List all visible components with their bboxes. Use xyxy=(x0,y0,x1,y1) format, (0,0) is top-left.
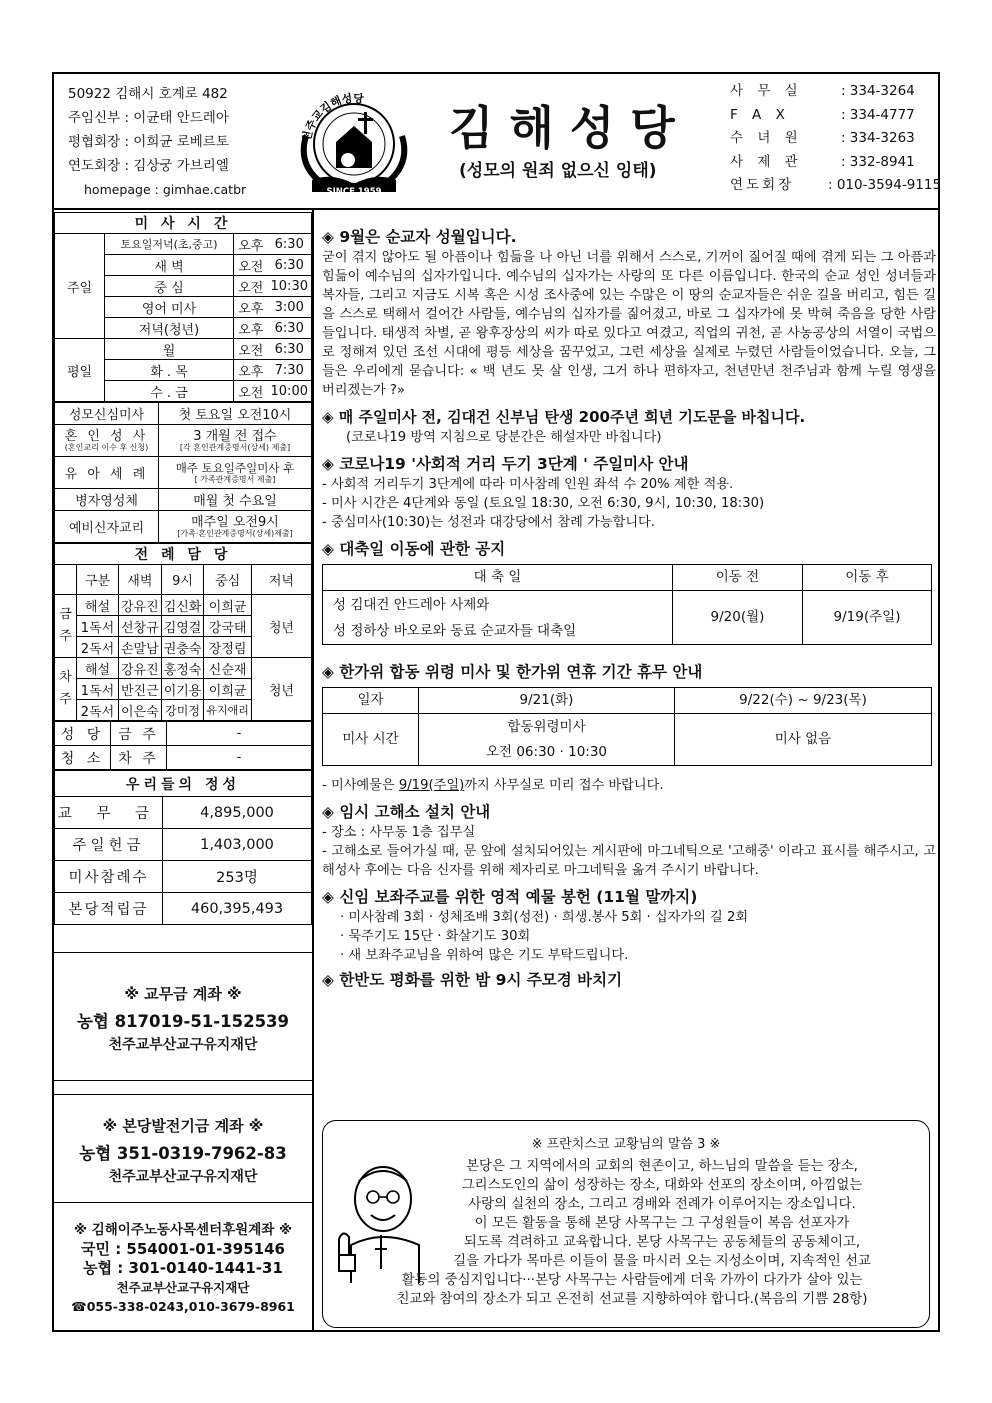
table-row: 예비신자교리 매주일 오전9시 [가족·혼인관계증명서(상세)제출] xyxy=(55,511,312,543)
liturgy-table xyxy=(54,543,312,721)
table-row: 금주 해설 강유진 김신화 이희균 청년 xyxy=(55,595,312,616)
seal-since: SINCE 1959 xyxy=(326,187,382,197)
table-row: 주일 토요일저녁(초,중고) 오후 6:30 xyxy=(55,234,312,255)
notice-confession-title: ◈ 임시 고해소 설치 안내 xyxy=(322,803,491,821)
notice-prayer-title: ◈ 매 주일미사 전, 김대건 신부님 탄생 200주년 희년 기도문을 바칩니다. xyxy=(322,408,806,426)
table-row: 미사 시간 합동위령미사 오전 06:30 · 10:30 미사 없음 xyxy=(323,714,932,766)
table-row: 평일 월 오전 6:30 xyxy=(55,339,312,360)
notice-martyrs-title: ◈ 9월은 순교자 성월입니다. xyxy=(322,228,517,246)
cleaning-table xyxy=(54,721,312,770)
pope-quote-text: 본당은 그 지역에서의 교회의 현존이고, 하느님의 말씀을 듣는 장소, 그리스도인의 삶이 성장하는 장소, 대화와 선포의 장소이며, 아낌없는 사랑의 실천의 장소, 그리고 경배와 전례가 이루어지는 장소입니다. 이 모든 활동을 통해 본당 사목구는 그 구성원들이 복음 선포자가 되도록 격려하고 교육합니다. 본당 사목구는 공동체들의 공동체이고, 길을 가다가 목마른 이들이 물을 마시러 오는 지성소이며, 지속적인 선교 활동의 중심지입니다···본당 사목구는 사람들에게 더욱 가까이 다가가 살아 있는 친교와 참여의 장소가 되고 온전히 선교를 지향하여야 합니다.(복음의 기쁨 28항) xyxy=(396,1159,871,1307)
migrant-center-account: ※ 김해이주노동사목센터후원계좌 ※ 국민 : 554001-01-395146 농협 : 301-0140-1441-31 천주교부산교구유지재단 ☎055-338-0243,010-3679-8961 xyxy=(71,1222,295,1314)
notice-chuseok-title: ◈ 한가위 합동 위령 미사 및 한가위 연휴 기간 휴무 안내 xyxy=(322,663,703,681)
notice-martyrs-body: 굳이 겪지 않아도 될 아픔이나 힘듦을 나 아닌 너를 위해서 스스로, 기꺼이 짊어질 때에 겪게 되는 그 아픔과 힘듦이 예수님의 십자가입니다. 예수님의 십자가는 사랑의 또 다른 이름입니다. 한국의 순교 성인 성녀들과 복자들, 그리고 지금도 시복 혹은 시성 조사중에 있는 수많은 이 땅의 순교자들은 쉬운 길을 버리고, 힘든 길을 스스로 택해서 걸어간 사람들, 예수님의 십자가를 짊어졌고, 바로 그 십자가에 못 박혀 죽음을 당한 사람들입니다. 태생적 차별, 곧 왕후장상의 씨가 따로 있다고 여겼고, 직업의 귀천, 곧 사농공상의 서열이 국법으로 정해져 있던 조선 시대에 평등 세상을 꿈꾸었고, 그런 세상을 실제로 누렸던 사람들이었습니다. 오늘, 그들은 우리에게 묻습니다: « 백 년도 못 살 인생, 그거 하나 편하자고, 천년만년 천주님과 함께 누릴 영생을 버리겠는가 ?» xyxy=(322,250,936,398)
pope-quote-box xyxy=(322,1120,930,1328)
table-row: 주일헌금 1,403,000 xyxy=(55,829,312,861)
table-row: 혼 인 성 사 (혼인교리 이수 후 신청) 3 개월 전 접수 [각 혼인관계증명서(상세) 제출] xyxy=(55,425,312,457)
offering-table xyxy=(54,770,312,925)
table-row: 성 김대건 안드레아 사제와 성 정하상 바오로와 동료 순교자들 대축일 9/20(월) 9/19(주일) xyxy=(323,591,932,645)
parish-info xyxy=(68,82,298,202)
offering-title: 우리들의 정성 xyxy=(55,771,312,797)
table-row: 1독서 선창규 김영걸 강국태 xyxy=(55,616,312,637)
address: 50922 김해시 호계로 482 xyxy=(68,86,228,102)
notice-peace-title: ◈ 한반도 평화를 위한 밤 9시 주모경 바치기 xyxy=(322,971,623,989)
table-row: 새 벽 오전 6:30 xyxy=(55,255,312,276)
table-row: 대 축 일 이동 전 이동 후 xyxy=(323,565,932,591)
homepage: homepage : gimhae.catbr xyxy=(84,182,247,197)
notice-feast-title: ◈ 대축일 이동에 관한 공지 xyxy=(322,540,506,558)
parish-seal-logo xyxy=(292,84,416,202)
contact-list xyxy=(730,80,940,198)
parish-title: 김해성당 xyxy=(449,101,691,155)
chuseok-table xyxy=(322,687,932,766)
table-row: 청 소 차 주 - xyxy=(55,746,312,770)
table-row: 차주 해설 강유진 홍정숙 신순재 청년 xyxy=(55,658,312,679)
sunday-label: 주일 xyxy=(55,234,105,339)
liturgy-title: 전 례 담 당 xyxy=(55,544,312,565)
contact-row: 수 녀 원 : 334-3263 xyxy=(730,130,915,146)
table-row: 수 . 금 오전 10:00 xyxy=(55,381,312,402)
svg-text:천주교김해성당: 천주교김해성당 xyxy=(300,91,365,143)
table-row: 구분 새벽 9시 중심 저녁 xyxy=(55,565,312,595)
bulletin-page xyxy=(52,72,940,1332)
table-row: 영어 미사 오후 3:00 xyxy=(55,297,312,318)
notice-bishop-title: ◈ 신임 보좌주교를 위한 영적 예물 봉헌 (11월 말까지) xyxy=(322,888,698,906)
notices-column: ◈ 9월은 순교자 성월입니다. 굳이 겪지 않아도 될 아픔이나 힘듦을 나 아닌 너를 위해서 스스로, 기꺼이 짊어질 때에 겪게 되는 그 아픔과 힘듦이 예수님의 십자가입니다. 예수님의 십자가는 사랑의 또 다른 이름입니다. 한국의 순교 성인 성녀들과 복자들, 그리고 지금도 시복 혹은 시성 조사중에 있는 수많은 이 땅의 순교자들은 쉬운 길을 버리고, 힘든 길을 스스로 택해서 걸어간 사람들, 예수님의 십자가를 짊어졌고, 바로 그 십자가에 못 박혀 죽음을 당한 사람들입니다. 태생적 차별, 곧 왕후장상의 씨가 따로 있다고 여겼고, 직업의 귀천, 곧 사농공상의 서열이 국법으로 정해져 있던 조선 시대에 평등 세상을 꿈꾸었고, 그런 세상을 실제로 누렸던 사람들이었습니다. 오늘, 그들은 우리에게 묻습니다: « 백 년도 못 살 인생, 그거 하나 편하자고, 천년만년 천주님과 함께 누릴 영생을 버리겠는가 ?» ◈ 매 주일미사 전, 김대건 신부님 탄생 200주년 희년 기도문을 바칩니다. (코로나19 방역 지침으로 당분간은 해설자만 바칩니다) ◈ 코로나19 '사회적 거리 두기 3단계 ' 주일미사 안내 - 사회적 거리두기 3단계에 따라 미사참례 인원 좌석 수 20% 제한 적용. - 미사 시간은 4단계와 동일 (토요일 18:30, 오전 6:30, 9시, 10:30, 18:30) - 중심미사(10:30)는 성전과 대강당에서 참례 가능합니다. ◈ 대축일 이동에 관한 공지 대 축 일 이동 전 이동 후 성 김대건 안드레아 사제와 성 정하상 바오로와 동료 순교자들 대축일 9/20(월) 9/19(주일) ◈ 한가위 합동 위령 미사 및 한가위 연휴 기간 휴무 안내 일자 9/21(화) 9/22(수) ~ 9/23(목) 미사 시간 합동위령미사 오전 06:30 · 10:30 미사 없음 - 미사예물은 9/19(주일)까지 사무실로 미리 접수 바랍니다. ◈ 임시 고해소 설치 안내 - 장소 : 사무동 1층 집무실 - 고해소로 들어가실 때, 문 앞에 설치되어있는 게시판에 마그네틱으로 '고해중' 이라고 표시를 해주시고, 고해성사 후에는 다음 신자를 위해 제자리로 마그네틱을 옮겨 주시기 바랍니다. ◈ 신임 보좌주교를 위한 영적 예물 봉헌 (11월 말까지) · 미사참례 3회 · 성체조배 3회(성전) · 희생.봉사 5회 · 십자가의 길 2회 · 묵주기도 15단 · 화살기도 30회 · 새 보좌주교님을 위하여 많은 기도 부탁드립니다. ◈ 한반도 평화를 위한 밤 9시 주모경 바치기 xyxy=(322,228,936,989)
contact-row: 연도회장 : 010-3594-9115 xyxy=(730,177,942,193)
table-row: 성 당 금 주 - xyxy=(55,722,312,746)
table-row: 2독서 손말남 권충숙 장정림 xyxy=(55,637,312,658)
notice-prayer-body: (코로나19 방역 지침으로 당분간은 해설자만 바칩니다) xyxy=(346,430,662,445)
table-row: 병자영성체 매월 첫 수요일 xyxy=(55,489,312,511)
offering-note: - 미사예물은 9/19(주일)까지 사무실로 미리 접수 바랍니다. xyxy=(322,778,664,793)
table-row: 미사참례수 253명 xyxy=(55,861,312,893)
pastor: 주임신부 : 이균태 안드레아 xyxy=(68,110,229,126)
parish-subtitle: (성모의 원죄 없으신 잉태) xyxy=(459,161,657,181)
table-row: 일자 9/21(화) 9/22(수) ~ 9/23(목) xyxy=(323,688,932,714)
pope-quote-title: ※ 프란치스코 교황님의 말씀 3 ※ xyxy=(531,1137,721,1152)
weekday-label: 평일 xyxy=(55,339,105,402)
notice-covid-title: ◈ 코로나19 '사회적 거리 두기 3단계 ' 주일미사 안내 xyxy=(322,455,689,473)
left-column xyxy=(54,212,312,1316)
tithe-account: ※ 교무금 계좌 ※ 농협 817019-51-152539 천주교부산교구유지재단 xyxy=(54,953,312,1081)
development-fund-account: ※ 본당발전기금 계좌 ※ 농협 351-0319-7962-83 천주교부산교구유지재단 xyxy=(54,1095,312,1203)
table-row: 성모신심미사 첫 토요일 오전10시 xyxy=(55,403,312,425)
column-divider xyxy=(312,210,314,1332)
table-row: 중 심 오전 10:30 xyxy=(55,276,312,297)
table-row: 본당적립금 460,395,493 xyxy=(55,893,312,925)
table-row: 교 무 금 4,895,000 xyxy=(55,797,312,829)
bulletin-header xyxy=(54,74,942,210)
table-row: 유 아 세 례 매주 토요일주일미사 후 [ 가족관계증명서 제출] xyxy=(55,457,312,489)
table-row: 1독서 반진근 이기용 이희균 xyxy=(55,679,312,700)
council-president: 평협회장 : 이희균 로베르토 xyxy=(68,134,229,150)
feast-move-table xyxy=(322,564,932,645)
table-row: 화 . 목 오후 7:30 xyxy=(55,360,312,381)
mass-schedule-title: 미 사 시 간 xyxy=(55,213,312,234)
contact-row: 사 제 관 : 332-8941 xyxy=(730,153,915,170)
table-row: 저녁(청년) 오후 6:30 xyxy=(55,318,312,339)
special-sacraments-table xyxy=(54,402,312,543)
contact-row: F A X : 334-4777 xyxy=(730,106,915,123)
yeondo-president: 연도회장 : 김상궁 가브리엘 xyxy=(68,158,229,174)
mass-schedule-table xyxy=(54,212,312,402)
contact-row: 사 무 실 : 334-3264 xyxy=(730,83,915,99)
table-row: 2독서 이은숙 강미정 유지애리 xyxy=(55,700,312,721)
